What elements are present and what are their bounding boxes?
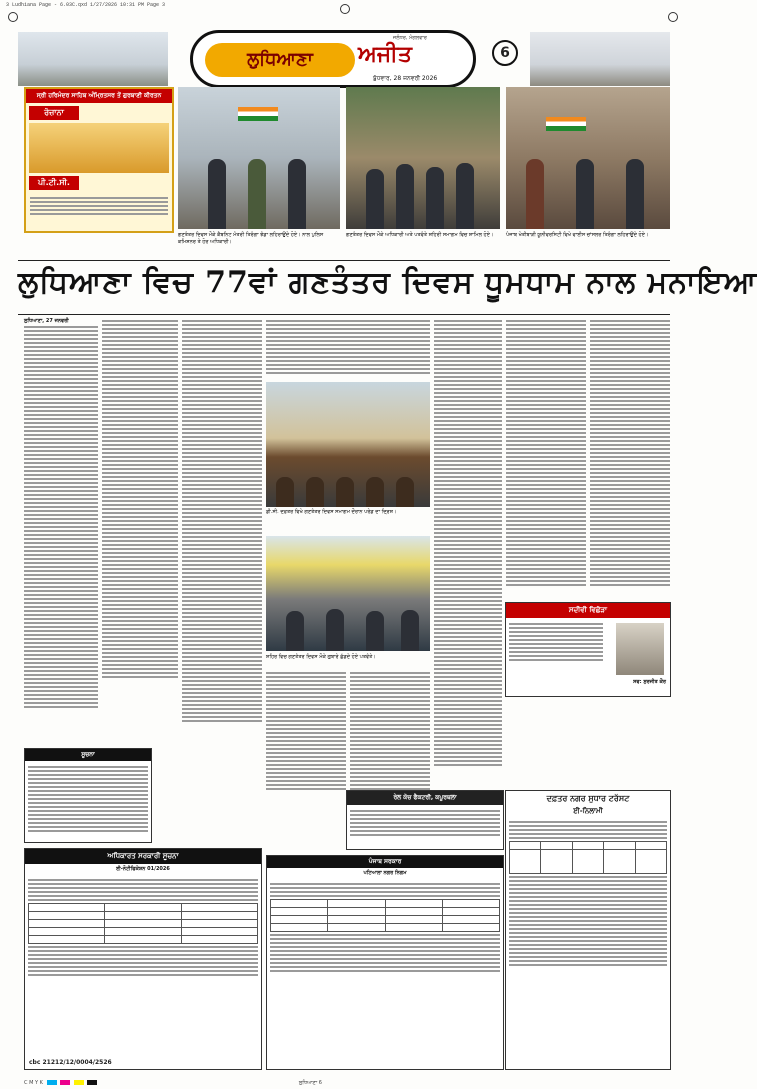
punjab-govt-ad [266,855,504,1070]
photo-pau-ceremony [506,87,670,229]
flag-icon [546,117,586,131]
photo3-caption: ਪੰਜਾਬ ਖੇਤੀਬਾੜੀ ਯੂਨੀਵਰਸਿਟੀ ਵਿਖੇ ਵਾਈਸ ਚਾਂਸਲਰ ਤਿਰੰਗਾ ਲਹਿਰਾਉਂਦੇ ਹੋਏ। [506,232,649,238]
article-column-4-bottom [266,670,346,795]
person-figure [396,477,414,507]
article-byline: ਲੁਧਿਆਣਾ, 27 ਜਨਵਰੀ [24,318,69,324]
nagar-ad-subheading: ਈ-ਨਿਲਾਮੀ [573,807,603,815]
nagar-trust-ad [505,790,671,1070]
person-figure [526,159,544,229]
issue-date: ਬੁੱਧਵਾਰ, 28 ਜਨਵਰੀ 2026 [373,75,438,82]
notice-ad-left [24,748,152,843]
person-figure [401,610,419,651]
condolence-heading: ਸਦੀਵੀ ਵਿਛੋੜਾ [506,603,670,618]
nagar-ad-table [509,841,667,874]
article-column-2 [102,318,178,738]
divider [18,314,670,315]
condolence-ad [505,602,671,697]
person-figure [326,609,344,651]
portrait-photo [616,623,664,675]
person-figure [288,159,306,229]
masthead-top-label: ਜਲੰਧਰ, ਮੰਗਲਵਾਰ [393,35,427,41]
gurbani-ad-line: ਰੋਜ਼ਾਨਾ [29,106,79,120]
masthead-photo-right [530,32,670,86]
tender-reference: ਈ-ਨੋਟੀਫਿਕੇਸ਼ਨ 01/2026 [116,866,170,872]
person-figure [306,477,324,507]
person-figure [286,611,304,651]
article-column-7 [506,318,586,598]
punjab-ad-heading: ਪੰਜਾਬ ਸਰਕਾਰ [267,856,503,868]
ptc-badge: ਪੀ.ਟੀ.ਸੀ. [29,176,79,190]
edition-city: ਲੁਧਿਆਣਾ [205,43,355,77]
person-figure [426,167,444,229]
person-figure [576,159,594,229]
page-code: ਲੁਧਿਆਣਾ 6 [298,1080,322,1086]
nagar-ad-heading: ਦਫ਼ਤਰ ਨਗਰ ਸੁਧਾਰ ਟਰੱਸਟ [546,794,630,803]
person-figure [336,477,354,507]
golden-temple-image [29,123,169,173]
person-figure [366,169,384,229]
photo-flag-hoisting [178,87,340,229]
paper-name: ਅਜੀਤ [358,41,412,67]
person-figure [456,163,474,229]
photo-parade [266,382,430,507]
person-figure [248,159,266,229]
punjab-ad-subheading: ਪਟਿਆਲਾ ਨਗਰ ਨਿਗਮ [363,870,407,876]
rail-coach-ad [346,790,504,850]
person-figure [208,159,226,229]
article-column-1 [24,318,98,738]
gurbani-ad [24,87,174,233]
cyan-swatch [47,1080,57,1085]
flag-icon [238,107,278,121]
gurbani-ad-heading: ਸ੍ਰੀ ਹਰਿਮੰਦਰ ਸਾਹਿਬ ਅੰਮ੍ਰਿਤਸਰ ਤੋਂ ਗੁਰਬਾਣੀ ਕੀਰਤਨ [26,89,172,103]
article-column-4-top [266,318,430,378]
tender-table [28,903,258,944]
print-slug: 3 Ludhiana Page - 6.03C.qxd 1/27/2026 10:31 PM Page 3 [6,2,166,8]
bottom-strip [0,1078,687,1089]
tender-heading: ਅਧਿਕਾਰਤ ਸਰਕਾਰੀ ਸੂਚਨਾ [25,849,261,864]
person-figure [276,477,294,507]
newspaper-logo [190,30,476,88]
yellow-swatch [74,1080,84,1085]
masthead-photo-left [18,32,168,86]
rail-coach-heading: ਰੇਲ ਕੋਚ ਫੈਕਟਰੀ, ਕਪੂਰਥਲਾ [347,791,503,805]
mid1-caption: ਡੀ.ਸੀ. ਦਫ਼ਤਰ ਵਿਖੇ ਗਣਤੰਤਰ ਦਿਵਸ ਸਮਾਗਮ ਦੌਰਾਨ ਪਰੇਡ ਦਾ ਦ੍ਰਿਸ਼। [266,509,397,515]
photo1-caption: ਗਣਤੰਤਰ ਦਿਵਸ ਮੌਕੇ ਕੈਬਨਿਟ ਮੰਤਰੀ ਤਿਰੰਗਾ ਝੰਡਾ ਲਹਿਰਾਉਂਦੇ ਹੋਏ। ਨਾਲ ਪੁਲਿਸ ਕਮਿਸ਼ਨਰ ਤੇ ਹੋਰ ਅਧਿਕਾਰੀ। [178,232,324,245]
mid2-caption: ਸ਼ਹਿਰ ਵਿਚ ਗਣਤੰਤਰ ਦਿਵਸ ਮੌਕੇ ਗੁਬਾਰੇ ਛੱਡਦੇ ਹੋਏ ਪਤਵੰਤੇ। [266,654,376,660]
page-number: 6 [492,40,518,66]
color-bar-label: C M Y K [24,1080,43,1086]
photo-balloons [266,536,430,651]
article-column-8 [590,318,670,598]
article-column-5-bottom [350,670,430,795]
gurbani-ad-text [26,193,172,219]
person-figure [396,164,414,229]
person-figure [626,159,644,229]
masthead [0,10,687,86]
photo-ceremony-crowd [346,87,500,229]
main-headline: ਲੁਧਿਆਣਾ ਵਿਚ 77ਵਾਂ ਗਣਤੰਤਰ ਦਿਵਸ ਧੂਮਧਾਮ ਨਾਲ ਮਨਾਇਆ [18,265,757,300]
tender-notice-ad [24,848,262,1070]
black-swatch [87,1080,97,1085]
magenta-swatch [60,1080,70,1085]
punjab-ad-table [270,899,500,932]
condolence-name: ਸਵ: ਸੁਰਜੀਤ ਕੌਰ [633,679,666,685]
article-column-6 [434,318,502,795]
person-figure [366,477,384,507]
divider [18,260,670,261]
person-figure [366,611,384,651]
condolence-text [506,618,606,666]
article-column-3 [182,318,262,798]
notice-ad-heading: ਸੂਚਨਾ [25,749,151,761]
cbc-code: cbc 21212/12/0004/2526 [29,1059,112,1066]
photo2-caption: ਗਣਤੰਤਰ ਦਿਵਸ ਮੌਕੇ ਅਧਿਕਾਰੀ ਅਤੇ ਪਤਵੰਤੇ ਸ਼ਹਿਰੀ ਸਮਾਗਮ ਵਿਚ ਸ਼ਾਮਿਲ ਹੋਏ। [346,232,494,238]
